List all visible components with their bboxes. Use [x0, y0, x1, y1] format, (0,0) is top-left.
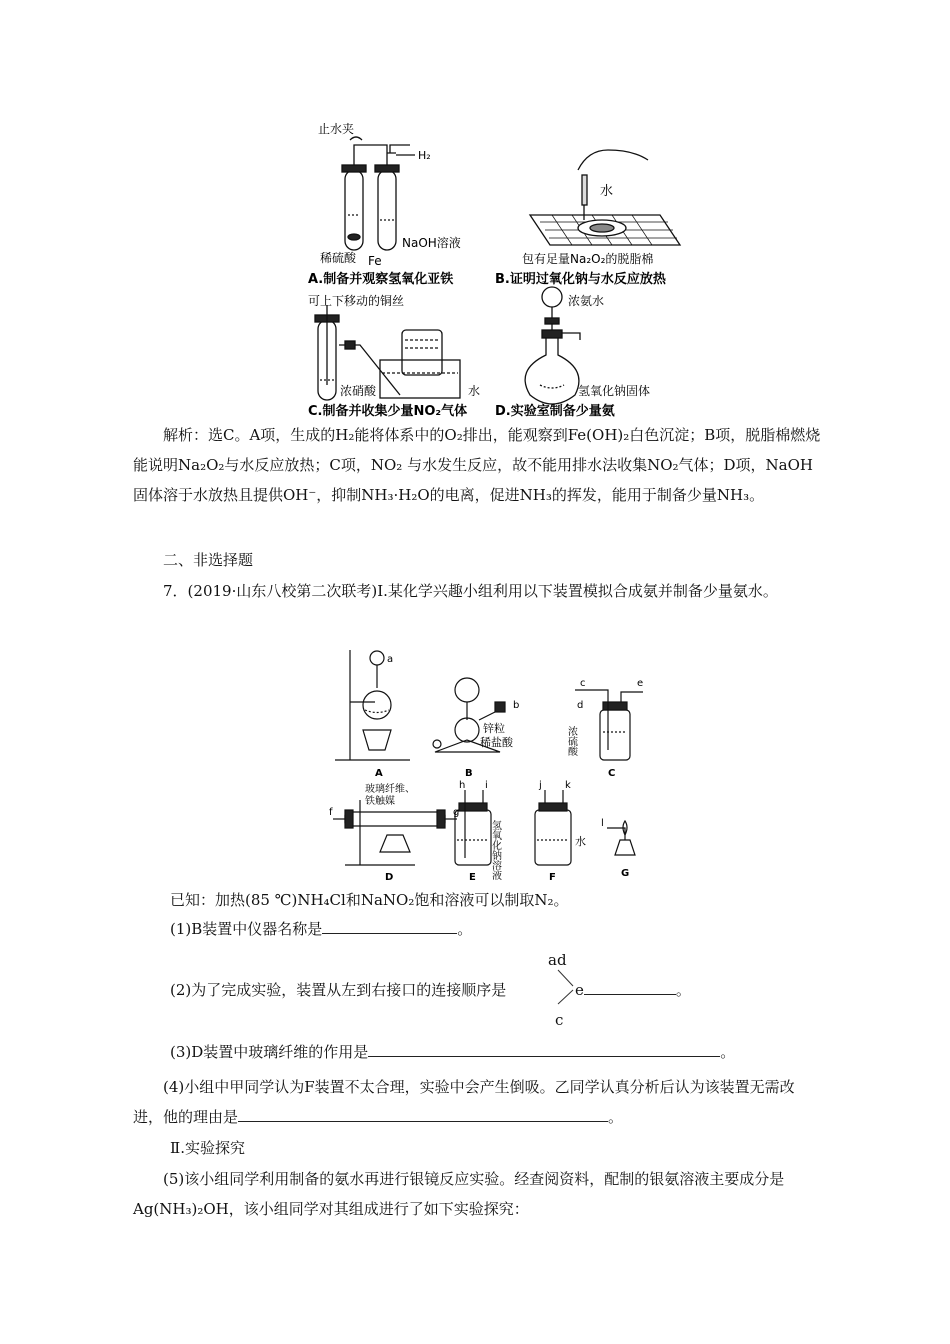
label-conc-h2so4: 浓硫酸 — [565, 726, 577, 756]
label-iron-catalyst: 铁触媒 — [365, 796, 395, 807]
question-3 — [170, 1040, 735, 1064]
period-4: 。 — [608, 1108, 624, 1126]
apparatus-drawing — [290, 115, 720, 420]
period-3: 。 — [720, 1043, 736, 1061]
label-copper-wire: 可上下移动的铜丝 — [308, 294, 405, 308]
question-5: (5)该小组同学利用制备的氨水再进行银镜反应实验。经查阅资料，配制的银氨溶液主要成分是Ag(NH₃)₂OH，该小组同学对其组成进行了如下实验探究： — [133, 1170, 785, 1218]
label-na2o2-cotton: 包有足量Na₂O₂的脱脂棉 — [522, 252, 654, 266]
label-glass-fiber: 玻璃纤维、 — [365, 784, 415, 795]
analysis-text: 解析：选C。A项，生成的H₂能将体系中的O₂排出，能观察到Fe(OH)₂白色沉淀；B项，脱脂棉燃烧能说明Na₂O₂与水反应放热；C项，NO₂ 与水发生反应，故不能用排水法收集NO₂气体；D项，NaOH固体溶于水放热且提供OH⁻，抑制NH₃·H₂O的电离，促进NH₃的挥发，能用于制备少量NH₃。 — [133, 426, 821, 504]
label-naoh-solid: 氢氧化钠固体 — [578, 384, 651, 398]
figure-apparatus-abcd — [290, 115, 720, 420]
label-D: D — [385, 872, 394, 883]
caption-d: D.实验室制备少量氨 — [495, 404, 615, 419]
label-F: F — [549, 872, 556, 883]
q2-label-e: e — [575, 981, 584, 999]
question-7-intro: 7．(2019·山东八校第二次联考)Ⅰ.某化学兴趣小组利用以下装置模拟合成氨并制备少量氨水。 — [163, 582, 778, 600]
port-h: h — [459, 780, 466, 791]
port-c: c — [580, 678, 586, 689]
port-i: i — [485, 780, 488, 791]
label-conc-ammonia: 浓氨水 — [568, 294, 605, 308]
section-experimental-inquiry: Ⅱ.实验探究 — [170, 1139, 245, 1157]
label-clamp: 止水夹 — [318, 122, 355, 136]
port-k: k — [565, 780, 571, 791]
period-2: 。 — [675, 981, 691, 999]
caption-b: B.证明过氧化钠与水反应放热 — [495, 272, 666, 287]
question-1-text: (1)B装置中仪器名称是 — [170, 920, 323, 938]
figure-apparatus-a-to-g — [325, 640, 665, 885]
answer-blank-3[interactable] — [368, 1040, 720, 1057]
label-conc-hno3: 浓硝酸 — [340, 384, 377, 398]
question-1 — [170, 917, 472, 941]
q2-answer — [575, 978, 691, 1002]
answer-blank-1[interactable] — [322, 917, 457, 934]
label-water-f: 水 — [575, 835, 586, 848]
label-naoh-solution: NaOH溶液 — [402, 236, 461, 250]
question-3-text: (3)D装置中玻璃纤维的作用是 — [170, 1043, 369, 1061]
question-2-text: (2)为了完成实验，装置从左到右接口的连接顺序是 — [170, 981, 507, 999]
port-l: l — [601, 818, 604, 829]
label-G: G — [621, 868, 630, 879]
label-water-c: 水 — [468, 384, 481, 398]
label-B: B — [465, 768, 473, 779]
q2-label-ad: ad — [548, 951, 567, 969]
question-4-text: (4)小组中甲同学认为F装置不太合理，实验中会产生倒吸。乙同学认真分析后认为该装置无需改进，他的理由是 — [133, 1078, 795, 1126]
port-a: a — [387, 654, 394, 665]
label-zinc: 锌粒 — [483, 722, 505, 735]
port-e: e — [637, 678, 644, 689]
question-4 — [133, 1072, 823, 1132]
period-1: 。 — [457, 920, 473, 938]
label-dilute-h2so4: 稀硫酸 — [320, 251, 357, 265]
label-water-b: 水 — [600, 184, 614, 199]
section-title-nonchoice: 二、非选择题 — [163, 551, 254, 569]
label-naoh-solution-e: 氢氧化钠溶液 — [489, 820, 501, 880]
label-C: C — [608, 768, 616, 779]
label-dilute-hcl: 稀盐酸 — [480, 736, 513, 749]
port-j: j — [539, 780, 542, 791]
port-d: d — [577, 700, 584, 711]
known-condition: 已知：加热(85 ℃)NH₄Cl和NaNO₂饱和溶液可以制取N₂。 — [170, 891, 569, 909]
label-A: A — [375, 768, 383, 779]
port-f: f — [329, 807, 333, 818]
caption-c: C.制备并收集少量NO₂气体 — [308, 404, 468, 419]
label-h2: H₂ — [418, 149, 431, 162]
port-g: g — [453, 807, 460, 818]
answer-blank-2[interactable] — [584, 978, 676, 995]
label-fe: Fe — [368, 254, 382, 268]
question-2 — [170, 978, 506, 1002]
answer-blank-4[interactable] — [238, 1105, 608, 1122]
q2-label-c: c — [555, 1011, 564, 1029]
label-E: E — [469, 872, 476, 883]
port-b: b — [513, 700, 520, 711]
apparatus-drawing-2 — [325, 640, 665, 885]
caption-a: A.制备并观察氢氧化亚铁 — [308, 272, 454, 287]
